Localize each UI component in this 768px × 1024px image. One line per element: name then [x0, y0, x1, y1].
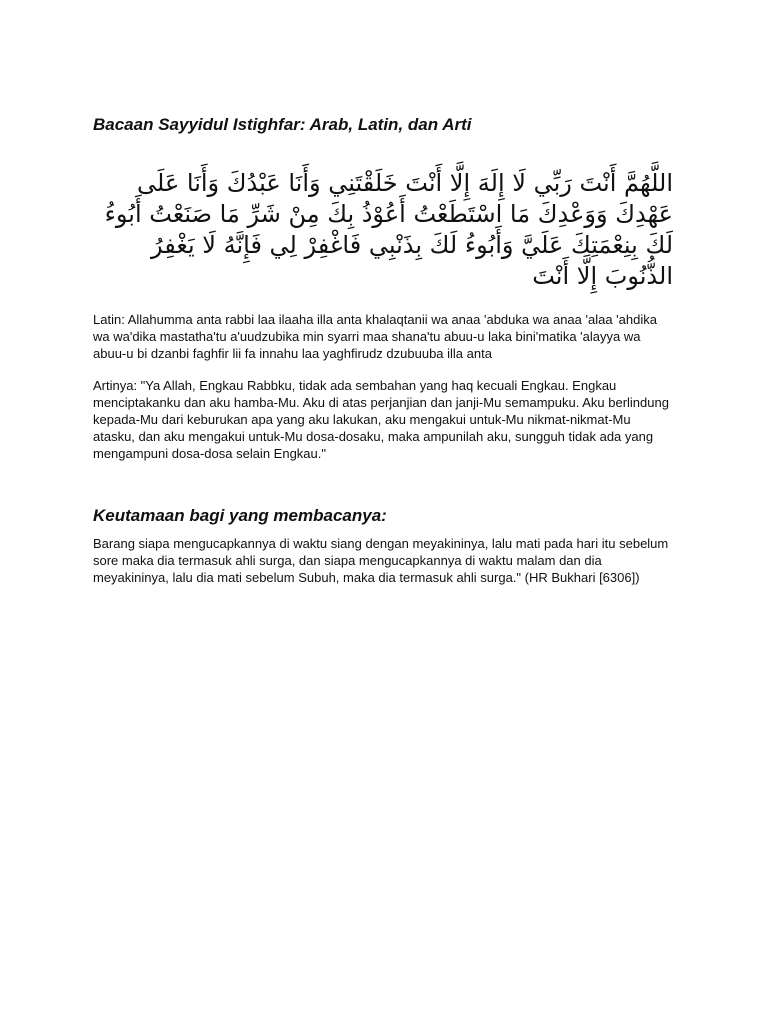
translation-paragraph: Artinya: "Ya Allah, Engkau Rabbku, tidak ada sembahan yang haq kecuali Engkau. Engkau menciptakanku dan aku hamba-Mu. Aku di atas perjanjian dan janji-Mu semampuku. Aku berlindung kepada-Mu dari keburukan apa yang aku lakukan, aku mengakui untuk-Mu nikmat-nikmat-Mu atasku, dan aku mengakui untuk-Mu dosa-dosaku, maka ampunilah aku, sungguh tidak ada yang mengampuni dosa-dosa selain Engkau."	[93, 378, 669, 461]
document-title: Bacaan Sayyidul Istighfar: Arab, Latin, dan Arti	[93, 115, 472, 134]
keutamaan-paragraph: Barang siapa mengucapkannya di waktu siang dengan meyakininya, lalu mati pada hari itu sebelum sore maka dia termasuk ahli surga, dan siapa mengucapkannya di waktu malam dan dia meyakininya, lalu dia mati sebelum Subuh, maka dia termasuk ahli surga." (HR Bukhari [6306])	[93, 536, 669, 585]
arabic-prayer-text: اللَّهُمَّ أَنْتَ رَبِّي لَا إِلَهَ إِلَّا أَنْتَ خَلَقْتَنِي وَأَنَا عَبْدُكَ وَأَنَا عَلَى عَهْدِكَ وَوَعْدِكَ مَا اسْتَطَعْتُ أَعُوْذُ بِكَ مِنْ شَرِّ مَا صَنَعْتُ أَبُوءُ لَكَ بِنِعْمَتِكَ عَلَيَّ وَأَبُوءُ لَكَ بِذَنْبِي فَاغْفِرْ لِي فَإِنَّهُ لَا يَغْفِرُ الذُّنُوبَ إِلَّا أَنْتَ	[104, 169, 673, 290]
latin-transliteration-paragraph: Latin: Allahumma anta rabbi laa ilaaha illa anta khalaqtanii wa anaa 'abduka wa anaa 'alaa 'ahdika wa wa'dika mastatha'tu a'uudzubika min syarri maa shana'tu abuu-u laka bini'matika 'alayya wa abuu-u bi dzanbi faghfir lii fa innahu laa yaghfirudz dzubuuba illa anta	[93, 312, 657, 361]
keutamaan-heading: Keutamaan bagi yang membacanya:	[93, 506, 387, 525]
